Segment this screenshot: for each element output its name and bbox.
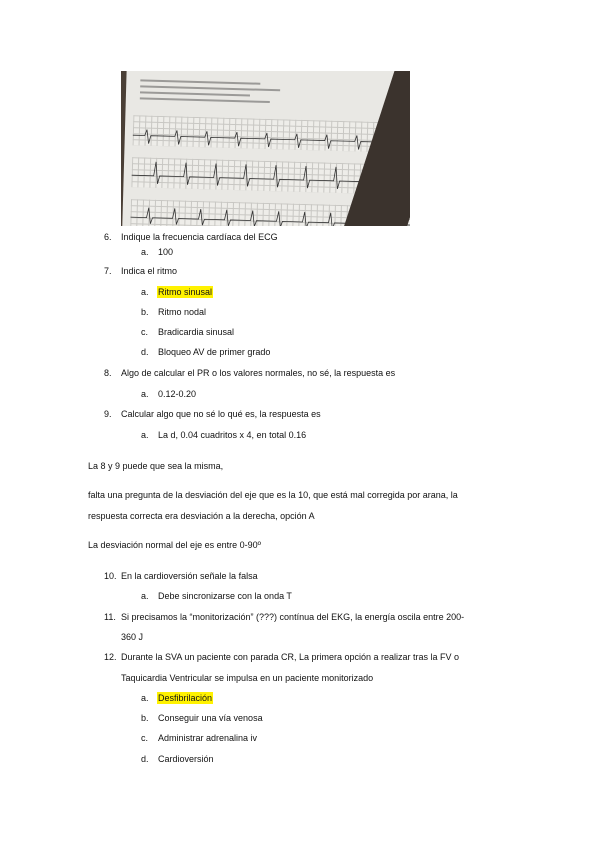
q8-text: Algo de calcular el PR o los valores normales, no sé, la respuesta es bbox=[121, 368, 396, 378]
q6-option-a: 100 bbox=[158, 247, 174, 257]
q12-option-a-highlighted: Desfibrilación bbox=[158, 693, 213, 703]
q12-option-b: Conseguir una vía venosa bbox=[158, 713, 263, 723]
q7-number: 7. bbox=[104, 266, 112, 276]
q11-text-line-2: 360 J bbox=[121, 632, 144, 642]
q11-text-line-1: Si precisamos la “monitorización” (???) contínua del EKG, la energía oscila entre 200- bbox=[121, 612, 465, 622]
q6-text: Indique la frecuencia cardíaca del ECG bbox=[121, 232, 278, 242]
q12-option-d: Cardioversión bbox=[158, 754, 214, 764]
q11-number: 11. bbox=[104, 612, 116, 622]
q9-number: 9. bbox=[104, 409, 112, 419]
q12-text-line-2: Taquicardia Ventricular se impulsa en un paciente monitorizado bbox=[121, 673, 374, 683]
note-paragraph-2-line-1: falta una pregunta de la desviación del eje que es la 10, que está mal corregida por arana, la bbox=[88, 490, 458, 500]
q12-option-c: Administrar adrenalina iv bbox=[158, 733, 258, 743]
q9-option-a: La d, 0.04 cuadritos x 4, en total 0.16 bbox=[158, 430, 307, 440]
note-paragraph-2-line-2: respuesta correcta era desviación a la derecha, opción A bbox=[88, 511, 315, 521]
q7-option-c: Bradicardia sinusal bbox=[158, 327, 235, 337]
q8-number: 8. bbox=[104, 368, 112, 378]
q12-option-letter-d: d. bbox=[141, 754, 149, 764]
q10-text: En la cardioversión señale la falsa bbox=[121, 571, 258, 581]
q10-option-letter: a. bbox=[141, 591, 149, 601]
q12-text-line-1: Durante la SVA un paciente con parada CR, La primera opción a realizar tras la FV o bbox=[121, 652, 460, 662]
q10-option-a: Debe sincronizarse con la onda T bbox=[158, 591, 292, 601]
q12-number: 12. bbox=[104, 652, 117, 662]
q7-option-b: Ritmo nodal bbox=[158, 307, 207, 317]
q7-option-letter-d: d. bbox=[141, 347, 149, 357]
q10-number: 10. bbox=[104, 571, 117, 581]
q6-option-letter: a. bbox=[141, 247, 149, 257]
q7-text: Indica el ritmo bbox=[121, 266, 178, 276]
q6-number: 6. bbox=[104, 232, 112, 242]
q8-option-a: 0.12-0.20 bbox=[158, 389, 197, 399]
q8-option-letter: a. bbox=[141, 389, 149, 399]
q12-option-letter-c: c. bbox=[141, 733, 149, 743]
note-paragraph-1: La 8 y 9 puede que sea la misma, bbox=[88, 461, 224, 471]
q7-option-letter-b: b. bbox=[141, 307, 149, 317]
q7-option-d: Bloqueo AV de primer grado bbox=[158, 347, 271, 357]
q7-option-letter-c: c. bbox=[141, 327, 149, 337]
q7-option-a-highlighted: Ritmo sinusal bbox=[158, 287, 213, 297]
q9-option-letter: a. bbox=[141, 430, 149, 440]
q12-option-letter-b: b. bbox=[141, 713, 149, 723]
ecg-photo bbox=[121, 71, 410, 226]
note-paragraph-3: La desviación normal del eje es entre 0-90º bbox=[88, 540, 261, 550]
q9-text: Calcular algo que no sé lo qué es, la respuesta es bbox=[121, 409, 321, 419]
q7-option-letter-a: a. bbox=[141, 287, 149, 297]
q12-option-letter-a: a. bbox=[141, 693, 149, 703]
